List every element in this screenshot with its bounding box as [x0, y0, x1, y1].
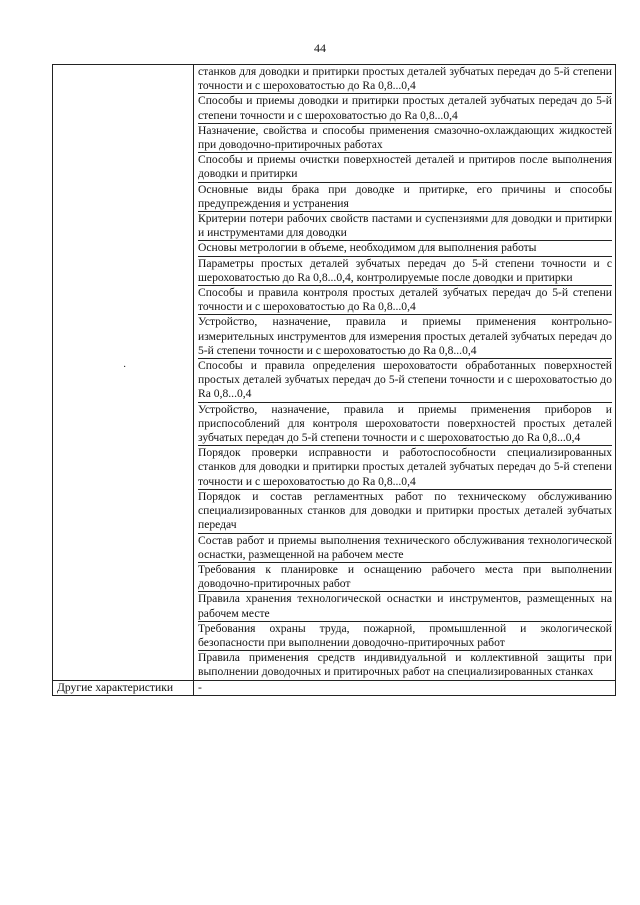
list-item: Критерии потери рабочих свойств пастами и суспензиями для доводки и притирки и инструментами для доводки — [198, 212, 612, 241]
list-item: Устройство, назначение, правила и приемы применения контрольно-измерительных инструментов для измерения простых деталей зубчатых передач до 5-й степени точности и с шероховатостью до Ra 0,8...0,4 — [198, 315, 612, 359]
page-number: 44 — [314, 41, 326, 55]
other-characteristics-label: Другие характеристики — [53, 680, 194, 695]
list-item: Правила применения средств индивидуальной и коллективной защиты при выполнении доводочных и притирочных работ на специализированных станках — [198, 651, 612, 679]
list-item: Способы и приемы доводки и притирки простых деталей зубчатых передач до 5-й степени точности и с шероховатостью до Ra 0,8...0,4 — [198, 94, 612, 123]
list-item: Устройство, назначение, правила и приемы применения приборов и приспособлений для контроля шероховатости поверхностей простых деталей зубчатых передач до 5-й степени точности и с шероховатостью до Ra 0,8...0,4 — [198, 403, 612, 447]
list-item: Состав работ и приемы выполнения технического обслуживания технологической оснастки, размещенной на рабочем месте — [198, 534, 612, 563]
table-row — [53, 680, 616, 695]
left-column-cell: · — [53, 65, 194, 681]
knowledge-list-cell — [194, 65, 616, 681]
list-item: Основные виды брака при доводке и притирке, его причины и способы предупреждения и устранения — [198, 183, 612, 212]
list-item: Основы метрологии в объеме, необходимом для выполнения работы — [198, 241, 612, 256]
list-item: станков для доводки и притирки простых деталей зубчатых передач до 5-й степени точности и с шероховатостью до Ra 0,8...0,4 — [198, 65, 612, 94]
list-item: Способы и правила контроля простых деталей зубчатых передач до 5-й степени точности и с шероховатостью до Ra 0,8...0,4 — [198, 286, 612, 315]
requirements-table — [52, 64, 616, 696]
list-item: Правила хранения технологической оснастки и инструментов, размещенных на рабочем месте — [198, 592, 612, 621]
list-item: Способы и приемы очистки поверхностей деталей и притиров после выполнения доводки и притирки — [198, 153, 612, 182]
list-item: Порядок проверки исправности и работоспособности специализированных станков для доводки и притирки простых деталей зубчатых передач до 5-й степени точности и с шероховатостью до Ra 0,8...0,4 — [198, 446, 612, 490]
table-row — [53, 65, 616, 681]
list-item: Способы и правила определения шероховатости обработанных поверхностей простых деталей зубчатых передач до 5-й степени точности и с шероховатостью до Ra 0,8...0,4 — [198, 359, 612, 403]
list-item: Требования охраны труда, пожарной, промышленной и экологической безопасности при выполнении доводочно-притирочных работ — [198, 622, 612, 651]
other-characteristics-value: - — [194, 680, 616, 695]
list-item: Порядок и состав регламентных работ по техническому обслуживанию специализированных станков для доводки и притирки простых деталей зубчатых передач — [198, 490, 612, 534]
list-item: Требования к планировке и оснащению рабочего места при выполнении доводочно-притирочных работ — [198, 563, 612, 592]
list-item: Параметры простых деталей зубчатых передач до 5-й степени точности и с шероховатостью до Ra 0,8...0,4, контролируемые после доводки и притирки — [198, 257, 612, 286]
list-item: Назначение, свойства и способы применения смазочно-охлаждающих жидкостей при доводочно-притирочных работах — [198, 124, 612, 153]
